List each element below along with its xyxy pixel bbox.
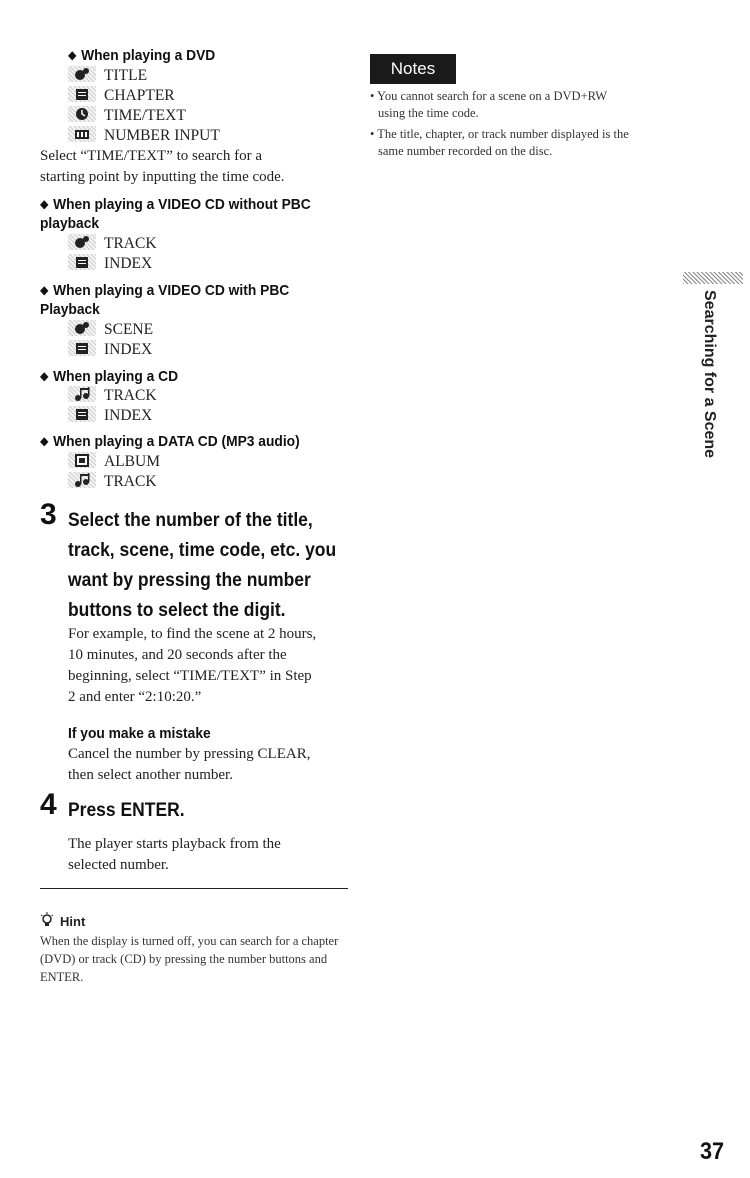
sidebar-pattern — [683, 272, 743, 284]
dvd-paragraph: Select “TIME/TEXT” to search for a starting point by inputting the time code. — [40, 148, 285, 185]
page-number: 37 — [700, 1138, 725, 1165]
index-icon — [68, 254, 96, 270]
list-item: TRACK — [68, 386, 157, 406]
list-item: TRACK — [68, 472, 157, 492]
list-item: NUMBER INPUT — [68, 126, 220, 146]
music-note-icon — [68, 386, 96, 402]
list-item: INDEX — [68, 254, 152, 274]
index-icon — [68, 340, 96, 356]
hint-text: When the display is turned off, you can search for a chapter (DVD) or track (CD) by pressing the number buttons and ENTER. — [40, 934, 339, 984]
list-item: INDEX — [68, 406, 152, 426]
list-item: TITLE — [68, 66, 147, 86]
hint-title: Hint — [40, 912, 85, 931]
step-title: Select the number of the title, track, scene, time code, etc. you want by pressing the number buttons to select the digit. — [68, 510, 337, 621]
note-item: • The title, chapter, or track number displayed is the same number recorded on the disc. — [370, 127, 629, 158]
list-item: SCENE — [68, 320, 153, 340]
list-item: INDEX — [68, 340, 152, 360]
music-note-icon — [68, 472, 96, 488]
heading-cd: ◆ When playing a CD — [40, 368, 179, 385]
list-item: TIME/TEXT — [68, 106, 186, 126]
step-number: 3 — [40, 498, 57, 531]
list-item: TRACK — [68, 234, 157, 254]
lightbulb-icon — [40, 912, 54, 931]
note-item: • You cannot search for a scene on a DVD+RW using the time code. — [370, 89, 608, 120]
track-icon — [68, 234, 96, 250]
heading-vcd-no-pbc: ◆ When playing a VIDEO CD without PBC playback — [40, 196, 311, 232]
heading-data-cd: ◆ When playing a DATA CD (MP3 audio) — [40, 433, 300, 450]
list-item: ALBUM — [68, 452, 160, 472]
sidebar-label: Searching for a Scene — [701, 290, 718, 459]
notes-badge: Notes — [370, 54, 456, 84]
title-icon — [68, 66, 96, 82]
heading-dvd: ◆ When playing a DVD — [68, 47, 216, 64]
chapter-icon — [68, 86, 96, 102]
step-number: 4 — [40, 788, 57, 821]
mistake-heading: If you make a mistake — [68, 725, 211, 742]
heading-vcd-pbc: ◆ When playing a VIDEO CD with PBC Playback — [40, 282, 290, 318]
step-body: For example, to find the scene at 2 hours, 10 minutes, and 20 seconds after the beginning, select “TIME/TEXT” in Step 2 and enter “2:10:20.” — [68, 626, 317, 705]
mistake-body: Cancel the number by pressing CLEAR, then select another number. — [68, 746, 311, 783]
album-icon — [68, 452, 96, 468]
scene-icon — [68, 320, 96, 336]
index-icon — [68, 406, 96, 422]
step-title: Press ENTER. — [68, 800, 185, 821]
list-item: CHAPTER — [68, 86, 175, 106]
step-body: The player starts playback from the selected number. — [68, 836, 281, 873]
time-icon — [68, 106, 96, 122]
number-input-icon — [68, 126, 96, 142]
divider — [40, 888, 348, 889]
